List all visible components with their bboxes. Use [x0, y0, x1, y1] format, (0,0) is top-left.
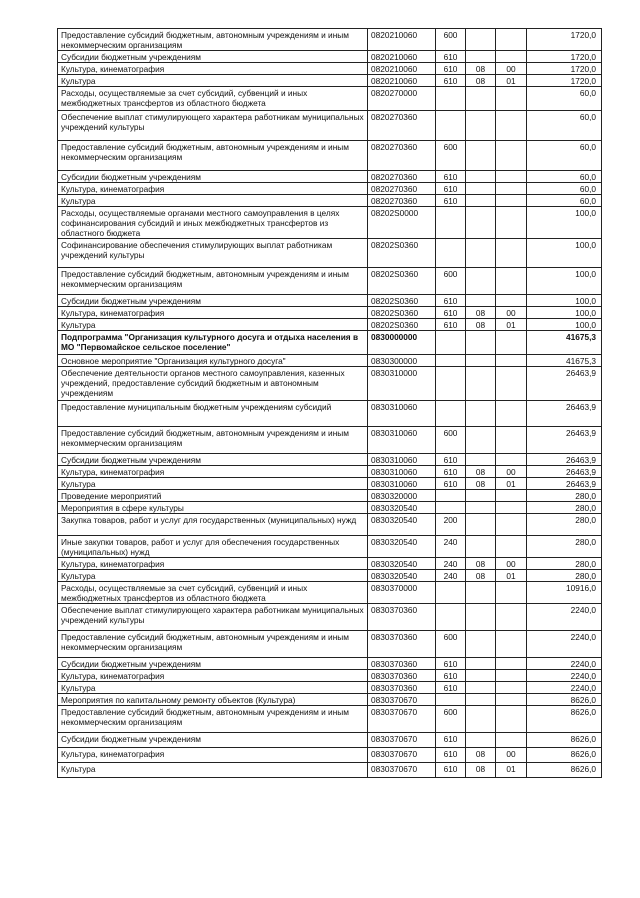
row-expense-type: 240	[436, 558, 466, 570]
row-code: 0830370670	[368, 763, 436, 778]
table-row	[58, 454, 602, 466]
row-name: Субсидии бюджетным учреждениям	[58, 658, 368, 670]
row-section	[466, 658, 496, 670]
row-subsection: 01	[496, 319, 527, 331]
row-section	[466, 401, 496, 427]
row-section	[466, 141, 496, 171]
table-row	[58, 670, 602, 682]
row-subsection	[496, 268, 527, 295]
row-code: 08202S0000	[368, 207, 436, 239]
table-row	[58, 207, 602, 239]
row-amount: 8626,0	[527, 748, 602, 763]
row-code: 0830310060	[368, 466, 436, 478]
row-code: 0820270360	[368, 183, 436, 195]
row-code: 0820270360	[368, 111, 436, 141]
row-expense-type: 610	[436, 195, 466, 207]
row-subsection	[496, 502, 527, 514]
row-name: Культура, кинематография	[58, 670, 368, 682]
row-expense-type: 610	[436, 658, 466, 670]
row-expense-type: 610	[436, 748, 466, 763]
row-amount: 100,0	[527, 268, 602, 295]
row-expense-type	[436, 355, 466, 367]
row-amount: 2240,0	[527, 670, 602, 682]
row-subsection: 00	[496, 63, 527, 75]
row-expense-type: 240	[436, 570, 466, 582]
row-name: Культура, кинематография	[58, 63, 368, 75]
row-name: Культура	[58, 75, 368, 87]
row-expense-type	[436, 490, 466, 502]
row-code: 0830320000	[368, 490, 436, 502]
row-name: Мероприятия в сфере культуры	[58, 502, 368, 514]
row-name: Обеспечение деятельности органов местного самоуправления, казенных учреждений, предоставление субсидий бюджетным и автономным учреждениям	[58, 367, 368, 401]
row-section: 08	[466, 319, 496, 331]
row-expense-type: 240	[436, 536, 466, 558]
row-code: 0820210060	[368, 75, 436, 87]
row-section: 08	[466, 763, 496, 778]
row-code: 0830310060	[368, 454, 436, 466]
row-code: 08202S0360	[368, 295, 436, 307]
row-subsection: 00	[496, 307, 527, 319]
row-section	[466, 171, 496, 183]
row-subsection	[496, 141, 527, 171]
row-expense-type: 600	[436, 427, 466, 454]
row-amount: 2240,0	[527, 658, 602, 670]
row-expense-type	[436, 401, 466, 427]
row-amount: 60,0	[527, 87, 602, 111]
row-code: 0830370360	[368, 670, 436, 682]
row-subsection	[496, 514, 527, 536]
table-row	[58, 268, 602, 295]
row-expense-type	[436, 582, 466, 604]
row-expense-type: 610	[436, 295, 466, 307]
row-expense-type	[436, 604, 466, 631]
row-name: Культура, кинематография	[58, 558, 368, 570]
row-code: 0830300000	[368, 355, 436, 367]
row-expense-type: 610	[436, 454, 466, 466]
row-expense-type	[436, 367, 466, 401]
row-code: 0830370670	[368, 733, 436, 748]
table-row	[58, 763, 602, 778]
row-section	[466, 355, 496, 367]
row-name: Субсидии бюджетным учреждениям	[58, 51, 368, 63]
row-expense-type	[436, 694, 466, 706]
row-expense-type: 600	[436, 631, 466, 658]
table-row	[58, 295, 602, 307]
row-amount: 8626,0	[527, 733, 602, 748]
row-expense-type	[436, 331, 466, 355]
row-expense-type: 610	[436, 466, 466, 478]
row-subsection	[496, 239, 527, 268]
row-name: Расходы, осуществляемые за счет субсидий, субвенций и иных межбюджетных трансфертов из областного бюджета	[58, 87, 368, 111]
table-row	[58, 502, 602, 514]
row-code: 08202S0360	[368, 307, 436, 319]
table-row	[58, 558, 602, 570]
row-subsection	[496, 582, 527, 604]
row-subsection	[496, 694, 527, 706]
row-subsection	[496, 331, 527, 355]
row-section	[466, 502, 496, 514]
row-section	[466, 268, 496, 295]
row-code: 0820270360	[368, 171, 436, 183]
table-row	[58, 631, 602, 658]
row-subsection	[496, 536, 527, 558]
row-amount: 1720,0	[527, 29, 602, 51]
table-row	[58, 706, 602, 733]
table-row	[58, 307, 602, 319]
row-name: Культура, кинематография	[58, 466, 368, 478]
row-subsection	[496, 355, 527, 367]
row-code: 0830370360	[368, 682, 436, 694]
row-section	[466, 207, 496, 239]
table-row	[58, 490, 602, 502]
row-amount: 280,0	[527, 536, 602, 558]
table-row	[58, 604, 602, 631]
row-code: 0820210060	[368, 51, 436, 63]
row-subsection: 00	[496, 558, 527, 570]
table-row	[58, 570, 602, 582]
row-section: 08	[466, 478, 496, 490]
table-row	[58, 427, 602, 454]
row-code: 0830370000	[368, 582, 436, 604]
row-expense-type: 610	[436, 682, 466, 694]
row-amount: 1720,0	[527, 75, 602, 87]
row-name: Предоставление субсидий бюджетным, автономным учреждениям и иным некоммерческим организациям	[58, 631, 368, 658]
row-subsection	[496, 29, 527, 51]
row-section	[466, 87, 496, 111]
row-section: 08	[466, 748, 496, 763]
row-subsection	[496, 658, 527, 670]
row-name: Культура, кинематография	[58, 183, 368, 195]
row-expense-type	[436, 502, 466, 514]
row-expense-type: 200	[436, 514, 466, 536]
row-amount: 100,0	[527, 319, 602, 331]
row-expense-type: 610	[436, 763, 466, 778]
table-row	[58, 367, 602, 401]
table-row	[58, 514, 602, 536]
row-amount: 26463,9	[527, 367, 602, 401]
row-subsection: 01	[496, 763, 527, 778]
table-row	[58, 63, 602, 75]
row-subsection	[496, 87, 527, 111]
row-subsection: 01	[496, 570, 527, 582]
row-name: Расходы, осуществляемые за счет субсидий, субвенций и иных межбюджетных трансфертов из областного бюджета	[58, 582, 368, 604]
table-row	[58, 748, 602, 763]
row-code: 0830370670	[368, 694, 436, 706]
row-name: Субсидии бюджетным учреждениям	[58, 733, 368, 748]
row-section	[466, 631, 496, 658]
row-name: Предоставление субсидий бюджетным, автономным учреждениям и иным некоммерческим организациям	[58, 29, 368, 51]
row-amount: 280,0	[527, 490, 602, 502]
table-row	[58, 478, 602, 490]
row-expense-type: 610	[436, 478, 466, 490]
table-row	[58, 536, 602, 558]
row-name: Субсидии бюджетным учреждениям	[58, 295, 368, 307]
row-amount: 41675,3	[527, 355, 602, 367]
row-code: 08202S0360	[368, 268, 436, 295]
document-page	[57, 28, 601, 778]
row-name: Иные закупки товаров, работ и услуг для обеспечения государственных (муниципальных) нужд	[58, 536, 368, 558]
row-expense-type: 610	[436, 183, 466, 195]
row-name: Предоставление субсидий бюджетным, автономным учреждениям и иным некоммерческим организациям	[58, 268, 368, 295]
row-subsection	[496, 454, 527, 466]
row-subsection	[496, 295, 527, 307]
row-code: 0830320540	[368, 570, 436, 582]
row-amount: 10916,0	[527, 582, 602, 604]
row-subsection	[496, 670, 527, 682]
row-amount: 1720,0	[527, 51, 602, 63]
row-subsection	[496, 682, 527, 694]
row-expense-type: 610	[436, 319, 466, 331]
row-section: 08	[466, 558, 496, 570]
row-code: 0820210060	[368, 29, 436, 51]
row-subsection	[496, 111, 527, 141]
table-row	[58, 733, 602, 748]
row-amount: 8626,0	[527, 694, 602, 706]
row-name: Обеспечение выплат стимулирующего характера работникам муниципальных учреждений культуры	[58, 111, 368, 141]
row-code: 0830320540	[368, 514, 436, 536]
row-section	[466, 682, 496, 694]
row-amount: 1720,0	[527, 63, 602, 75]
row-name: Мероприятия по капитальному ремонту объектов (Культура)	[58, 694, 368, 706]
row-subsection	[496, 631, 527, 658]
row-name: Обеспечение выплат стимулирующего характера работникам муниципальных учреждений культуры	[58, 604, 368, 631]
row-code: 0830310060	[368, 427, 436, 454]
row-section	[466, 295, 496, 307]
row-subsection	[496, 51, 527, 63]
row-subsection: 01	[496, 75, 527, 87]
row-section: 08	[466, 63, 496, 75]
row-subsection	[496, 367, 527, 401]
row-name: Культура	[58, 682, 368, 694]
row-section	[466, 670, 496, 682]
row-code: 0830310000	[368, 367, 436, 401]
row-name: Предоставление субсидий бюджетным, автономным учреждениям и иным некоммерческим организациям	[58, 141, 368, 171]
row-amount: 60,0	[527, 183, 602, 195]
table-row	[58, 183, 602, 195]
row-name: Культура, кинематография	[58, 748, 368, 763]
row-section	[466, 733, 496, 748]
table-row	[58, 319, 602, 331]
row-amount: 100,0	[527, 239, 602, 268]
row-subsection	[496, 207, 527, 239]
row-amount: 2240,0	[527, 631, 602, 658]
row-amount: 100,0	[527, 295, 602, 307]
row-expense-type	[436, 111, 466, 141]
table-row	[58, 195, 602, 207]
row-amount: 280,0	[527, 558, 602, 570]
row-amount: 60,0	[527, 171, 602, 183]
table-row	[58, 51, 602, 63]
row-amount: 60,0	[527, 141, 602, 171]
row-section	[466, 454, 496, 466]
row-section: 08	[466, 307, 496, 319]
row-name: Основное мероприятие "Организация культурного досуга"	[58, 355, 368, 367]
row-amount: 26463,9	[527, 427, 602, 454]
row-name: Культура	[58, 195, 368, 207]
row-code: 0830310060	[368, 478, 436, 490]
row-code: 0830320540	[368, 502, 436, 514]
row-amount: 8626,0	[527, 706, 602, 733]
row-section	[466, 29, 496, 51]
row-subsection	[496, 706, 527, 733]
table-row	[58, 355, 602, 367]
row-name: Культура	[58, 478, 368, 490]
table-row	[58, 694, 602, 706]
row-section	[466, 239, 496, 268]
row-name: Культура, кинематография	[58, 307, 368, 319]
row-expense-type: 610	[436, 51, 466, 63]
row-code: 0830370360	[368, 658, 436, 670]
table-row	[58, 75, 602, 87]
row-amount: 280,0	[527, 514, 602, 536]
row-amount: 2240,0	[527, 604, 602, 631]
row-code: 0820270360	[368, 195, 436, 207]
row-expense-type: 610	[436, 75, 466, 87]
row-code: 0830370670	[368, 706, 436, 733]
row-name: Предоставление муниципальным бюджетным учреждениям субсидий	[58, 401, 368, 427]
row-subsection: 00	[496, 748, 527, 763]
row-name: Подпрограмма "Организация культурного досуга и отдыха населения в МО "Первомайское сельское поселение"	[58, 331, 368, 355]
row-code: 08202S0360	[368, 239, 436, 268]
row-amount: 100,0	[527, 207, 602, 239]
row-amount: 100,0	[527, 307, 602, 319]
row-amount: 26463,9	[527, 454, 602, 466]
row-section	[466, 331, 496, 355]
row-section	[466, 694, 496, 706]
row-code: 08202S0360	[368, 319, 436, 331]
row-subsection	[496, 171, 527, 183]
row-amount: 2240,0	[527, 682, 602, 694]
row-expense-type: 610	[436, 733, 466, 748]
table-row	[58, 466, 602, 478]
row-section	[466, 706, 496, 733]
row-code: 0830370360	[368, 604, 436, 631]
row-amount: 41675,3	[527, 331, 602, 355]
row-name: Субсидии бюджетным учреждениям	[58, 454, 368, 466]
table-row	[58, 141, 602, 171]
row-name: Закупка товаров, работ и услуг для государственных (муниципальных) нужд	[58, 514, 368, 536]
row-name: Культура	[58, 570, 368, 582]
table-row	[58, 87, 602, 111]
row-section	[466, 195, 496, 207]
row-expense-type: 610	[436, 63, 466, 75]
row-amount: 26463,9	[527, 466, 602, 478]
row-section	[466, 427, 496, 454]
row-section	[466, 536, 496, 558]
row-name: Предоставление субсидий бюджетным, автономным учреждениям и иным некоммерческим организациям	[58, 706, 368, 733]
table-row	[58, 331, 602, 355]
row-expense-type	[436, 87, 466, 111]
table-row	[58, 582, 602, 604]
row-name: Расходы, осуществляемые органами местного самоуправления в целях софинансирования субсидий и иных межбюджетных трансфертов из областного бюджета	[58, 207, 368, 239]
row-amount: 280,0	[527, 502, 602, 514]
row-expense-type: 610	[436, 307, 466, 319]
row-subsection: 01	[496, 478, 527, 490]
row-section	[466, 490, 496, 502]
row-code: 0820270000	[368, 87, 436, 111]
row-subsection	[496, 195, 527, 207]
row-section	[466, 183, 496, 195]
row-expense-type: 600	[436, 706, 466, 733]
row-expense-type: 610	[436, 171, 466, 183]
row-expense-type: 600	[436, 141, 466, 171]
row-amount: 8626,0	[527, 763, 602, 778]
row-subsection	[496, 490, 527, 502]
row-subsection	[496, 733, 527, 748]
row-expense-type: 610	[436, 670, 466, 682]
table-row	[58, 111, 602, 141]
row-expense-type	[436, 239, 466, 268]
row-code: 0830310060	[368, 401, 436, 427]
table-row	[58, 401, 602, 427]
row-section	[466, 514, 496, 536]
table-row	[58, 682, 602, 694]
budget-table-body	[58, 29, 602, 778]
row-name: Предоставление субсидий бюджетным, автономным учреждениям и иным некоммерческим организациям	[58, 427, 368, 454]
row-code: 0820270360	[368, 141, 436, 171]
row-section	[466, 604, 496, 631]
table-row	[58, 658, 602, 670]
row-subsection: 00	[496, 466, 527, 478]
row-subsection	[496, 401, 527, 427]
row-section	[466, 367, 496, 401]
budget-table	[57, 28, 602, 778]
table-row	[58, 29, 602, 51]
row-code: 0830000000	[368, 331, 436, 355]
row-section: 08	[466, 466, 496, 478]
row-name: Проведение мероприятий	[58, 490, 368, 502]
row-section	[466, 582, 496, 604]
row-amount: 26463,9	[527, 401, 602, 427]
row-code: 0830370360	[368, 631, 436, 658]
row-subsection	[496, 427, 527, 454]
row-name: Субсидии бюджетным учреждениям	[58, 171, 368, 183]
row-expense-type	[436, 207, 466, 239]
row-code: 0830320540	[368, 558, 436, 570]
table-row	[58, 239, 602, 268]
row-name: Культура	[58, 319, 368, 331]
row-name: Софинансирование обеспечения стимулирующих выплат работникам учреждений культуры	[58, 239, 368, 268]
row-code: 0830370670	[368, 748, 436, 763]
row-expense-type: 600	[436, 268, 466, 295]
table-row	[58, 171, 602, 183]
row-section	[466, 51, 496, 63]
row-amount: 60,0	[527, 111, 602, 141]
row-subsection	[496, 604, 527, 631]
row-code: 0830320540	[368, 536, 436, 558]
row-expense-type: 600	[436, 29, 466, 51]
row-section: 08	[466, 570, 496, 582]
row-section: 08	[466, 75, 496, 87]
row-amount: 60,0	[527, 195, 602, 207]
row-name: Культура	[58, 763, 368, 778]
row-subsection	[496, 183, 527, 195]
row-amount: 26463,9	[527, 478, 602, 490]
row-amount: 280,0	[527, 570, 602, 582]
row-code: 0820210060	[368, 63, 436, 75]
row-section	[466, 111, 496, 141]
